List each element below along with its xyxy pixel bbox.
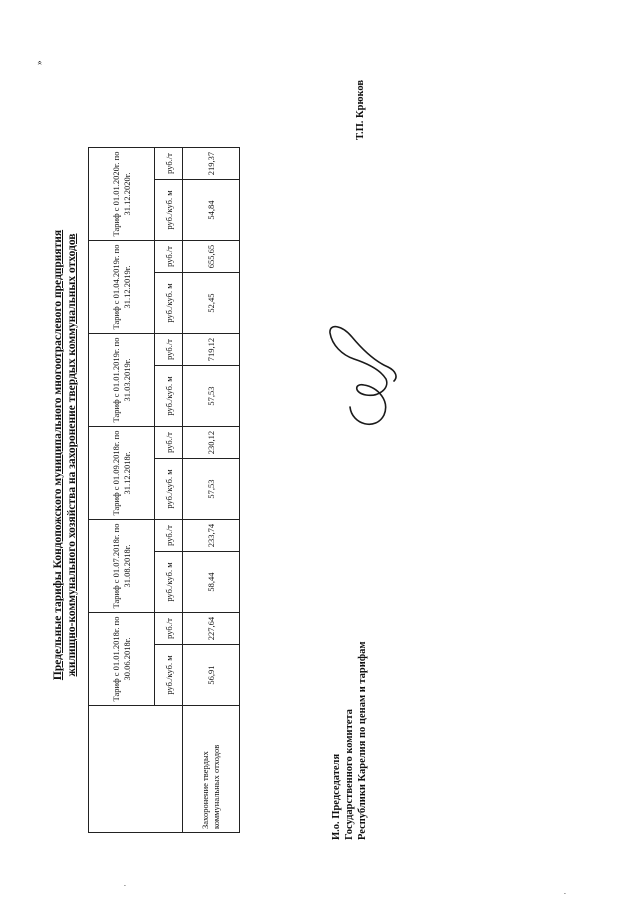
- tariff-value: 230,12: [183, 427, 240, 459]
- unit-header-volume: руб./куб. м: [155, 366, 183, 427]
- period-header: Тариф с 01.01.2019г. по 31.03.2019г.: [89, 334, 155, 427]
- tariff-value: 655,65: [183, 241, 240, 273]
- scan-speck: ·: [120, 884, 130, 887]
- tariff-table: [88, 147, 240, 833]
- handwritten-signature: [320, 315, 400, 445]
- unit-header-volume: руб./куб. м: [155, 180, 183, 241]
- table-row: [183, 148, 240, 833]
- signatory-block: [330, 642, 369, 841]
- unit-header-mass: руб./т: [155, 148, 183, 180]
- document-title-line-1: Предельные тарифы Кондопожского муниципального многоотраслевого предприятия: [52, 229, 64, 681]
- unit-header-mass: руб./т: [155, 334, 183, 366]
- signatory-name: Т.П. Крюков: [355, 79, 366, 140]
- tariff-value: 57,53: [183, 459, 240, 520]
- unit-header-mass: руб./т: [155, 241, 183, 273]
- unit-header-volume: руб./куб. м: [155, 552, 183, 613]
- unit-header-mass: руб./т: [155, 427, 183, 459]
- unit-header-volume: руб./куб. м: [155, 645, 183, 706]
- tariff-value: 219,37: [183, 148, 240, 180]
- table-header-empty-cell: [89, 706, 183, 833]
- period-header: Тариф с 01.07.2018г. по 31.08.2018г.: [89, 520, 155, 613]
- signatory-title-line-2: Государственного комитета: [344, 709, 355, 840]
- closing-quote-mark: »: [34, 60, 44, 65]
- document-title-line-2: жилищно-коммунального хозяйства на захоронение твердых коммунальных отходов: [66, 233, 78, 677]
- tariff-value: 58,44: [183, 552, 240, 613]
- signatory-title-line-1: И.о. Председателя: [331, 753, 342, 840]
- tariff-value: 57,53: [183, 366, 240, 427]
- period-header: Тариф с 01.01.2020г. по 31.12.2020г.: [89, 148, 155, 241]
- tariff-value: 233,74: [183, 520, 240, 552]
- tariff-value: 52,45: [183, 273, 240, 334]
- unit-header-mass: руб./т: [155, 613, 183, 645]
- signatory-title-line-3: Республики Карелия по ценам и тарифам: [357, 641, 368, 840]
- period-header: Тариф с 01.01.2018г. по 30.06.2018г.: [89, 613, 155, 706]
- tariff-value: 227,64: [183, 613, 240, 645]
- table-header-periods: [89, 148, 155, 833]
- row-label: Захоронение твердых коммунальных отходов: [183, 706, 240, 833]
- scan-speck: ·: [560, 892, 570, 895]
- unit-header-volume: руб./куб. м: [155, 273, 183, 334]
- tariff-value: 54,84: [183, 180, 240, 241]
- unit-header-volume: руб./куб. м: [155, 459, 183, 520]
- period-header: Тариф с 01.09.2018г. по 31.12.2018г.: [89, 427, 155, 520]
- unit-header-mass: руб./т: [155, 520, 183, 552]
- tariff-value: 719,12: [183, 334, 240, 366]
- period-header: Тариф с 01.04.2019г. по 31.12.2019г.: [89, 241, 155, 334]
- tariff-value: 56,91: [183, 645, 240, 706]
